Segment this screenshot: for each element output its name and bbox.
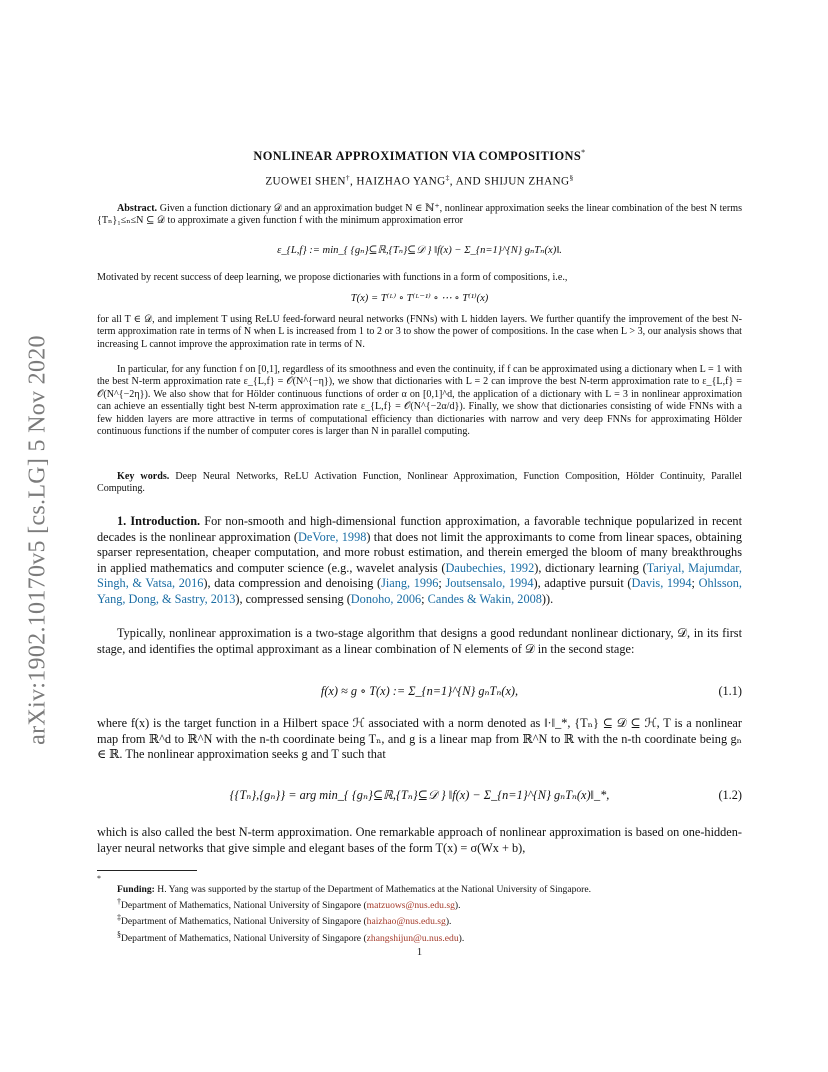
email-link[interactable]: haizhao@nus.edu.sg [366,916,446,928]
footnote-funding [97,884,742,896]
intro-paragraph-3 [97,716,742,763]
author-list: ZUOWEI SHEN†, HAIZHAO YANG‡, AND SHIJUN ZHANG§ [265,173,574,188]
footnote-star: * [97,874,101,883]
abstract-paragraph-1 [97,203,742,228]
abstract-paragraph-4 [97,364,742,438]
section-heading: 1. Introduction. [117,514,201,528]
abstract-paragraph-3 [97,314,742,351]
author-3: SHIJUN ZHANG [484,175,570,188]
email-link[interactable]: matzuows@nus.edu.sg [366,900,455,912]
intro-text-2: Typically, nonlinear approximation is a two-stage algorithm that designs a good redundant nonlinear dictionary, 𝒟, in its first stage, and identifies the optimal approximant as a linear combination of N elements of 𝒟 in the second stage: [97,626,742,656]
abstract-text-4: In particular, for any function f on [0,1], regardless of its smoothness and even the continuity, if f can be approximated using a dictionary when L = 1 with the best N-term approximation rate ε_{L,f} = 𝒪(N^{−η}), we show that dictionaries with L = 2 can improve the best N-term approximation rate to ε_{L,f} = 𝒪(N^{−2η}). We also show that for Hölder continuous functions of order α on [0,1]^d, the application of a dictionary with L = 3 in nonlinear approximation can achieve an essentially tight best N-term approximation rate ε_{L,f} = 𝒪(N^{−2α/d}). Finally, we show that dictionaries consisting of wide FNNs with a few hidden layers are more attractive in terms of computational efficiency than dictionaries with narrow and very deep FNNs for approximating Hölder continuous functions if the number of computer cores is larger than N in parallel computing. [97,364,742,438]
abstract-paragraph-2 [97,272,742,284]
intro-text: ), data compression and denoising ( [203,576,382,591]
keywords [97,471,742,496]
intro-text: )). [541,591,554,606]
keywords-text: Deep Neural Networks, ReLU Activation Function, Nonlinear Approximation, Function Composition, Hölder Continuity, Parallel Computing. [97,471,742,495]
footnote-close: ). [454,900,461,912]
author-1: ZUOWEI SHEN [265,175,346,188]
keywords-label: Key words. [117,471,170,482]
intro-text-3: where f(x) is the target function in a Hilbert space ℋ associated with a norm denoted as ‖·‖_*, {Tₙ} ⊆ 𝒟 ⊆ ℋ, T is a nonlinear map from ℝ^d to ℝ^N with the n-th coordinate being Tₙ, and g is a linear map from ℝ^N to ℝ with the n-th coordinate being gₙ ∈ ℝ. The nonlinear approximation seeks g and T such that [97,716,742,762]
footnote-mark: † [117,897,121,907]
footnote-text: Department of Mathematics, National University of Singapore ( [121,916,367,928]
author-3-mark: § [569,173,574,182]
citation-link[interactable]: Davis, 1994 [631,576,692,591]
abstract-equation-1 [97,244,742,257]
abstract-label: Abstract. [117,203,158,214]
equation-composition: T(x) = T⁽ᴸ⁾ ∘ T⁽ᴸ⁻¹⁾ ∘ ⋯ ∘ T⁽¹⁾(x) [350,293,489,304]
email-link[interactable]: zhangshijun@u.nus.edu [366,932,459,944]
citation-link[interactable]: Ohlsson, Yang, Dong, & Sastry, 2013 [97,576,742,606]
intro-paragraph-1: 1. Introduction. For non-smooth and high-dimensional function approximation, a favorable technique popularized in recent decades is the nonlinear approximation (DeVore, 1998) that does not limit the approximants to come from linear spaces, obtaining sparser representation, cheaper computation, and more robust estimation, and therein emerged the bloom of many breakthroughs in applied mathematics and computer science (e.g., wavelet analysis (Daubechies, 1992), dictionary learning (Tariyal, Majumdar, Singh, & Vatsa, 2016), data compression and denoising (Jiang, 1996; Joutsensalo, 1994), adaptive pursuit (Davis, 1994; Ohlsson, Yang, Dong, & Sastry, 2013), compressed sensing (Donoho, 2006; Candes & Wakin, 2008)). [97,514,743,606]
equation-1-2 [97,788,742,803]
arxiv-identifier: arXiv:1902.10170v5 [cs.LG] 5 Nov 2020 [24,335,51,745]
intro-text-4: which is also called the best N-term approximation. One remarkable approach of nonlinear approximation is based on one-hidden-layer neural networks that give simple and elegant bases of the form T(x) = σ(Wx + b), [97,825,742,855]
equation-best-n-term: {{Tₙ},{gₙ}} = arg min_{ {gₙ}⊆ℝ,{Tₙ}⊆𝒟 } ‖f(x) − Σ_{n=1}^{N} gₙTₙ(x)‖_*, [229,788,610,802]
abstract-text-2: Motivated by recent success of deep learning, we propose dictionaries with functions in a form of compositions, i.e., [97,272,568,283]
intro-text: For non-smooth and high-dimensional function approximation, a favorable technique popularized in recent decades is the nonlinear approximation ( [97,514,743,544]
intro-text: ) that does not limit the approximants to come from linear spaces, obtaining sparser representation, cheaper computation, and more robust estimation, and therein emerged the bloom of many breakthroughs in applied mathematics and computer science (e.g., wavelet analysis ( [97,529,743,575]
author-separator: , AND [449,175,485,188]
citation-link[interactable]: Daubechies, 1992 [445,560,535,575]
footnote-close: ). [458,932,465,944]
citation-link[interactable]: Tariyal, Majumdar, Singh, & Vatsa, 2016 [97,560,742,591]
abstract-text-1: Given a function dictionary 𝒟 and an approximation budget N ∈ ℕ⁺, nonlinear approximation seeks the linear combination of the best N terms {Tₙ}₁≤ₙ≤N ⊆ 𝒟 to approximate a given function f with the minimum approximation error [97,203,742,227]
page-number: 1 [416,947,423,958]
equation-number: (1.2) [718,788,742,802]
intro-text: ), dictionary learning ( [534,560,647,575]
abstract-equation-2 [97,292,742,304]
equation-approximant: f(x) ≈ g ∘ T(x) := Σ_{n=1}^{N} gₙTₙ(x), [320,684,519,698]
citation-link[interactable]: Candes & Wakin, 2008 [427,591,542,606]
intro-text: ), compressed sensing ( [235,591,351,606]
funding-text: H. Yang was supported by the startup of the Department of Mathematics at the National University of Singapore. [157,884,592,895]
footnote-close: ). [445,916,452,928]
footnote-text: Department of Mathematics, National University of Singapore ( [121,932,367,944]
citation-link[interactable]: Jiang, 1996 [381,576,439,591]
footnote-author-1 [97,896,742,912]
equation-1-1 [97,684,742,699]
footnote-rule [97,870,197,871]
footnote-mark: § [117,929,121,939]
footnotes [97,874,742,945]
footnote-author-2 [97,912,742,928]
author-1-mark: † [345,173,351,182]
equation-error-definition: ε_{L,f} := min_{ {gₙ}⊆ℝ,{Tₙ}⊆𝒟 } ‖f(x) − Σ_{n=1}^{N} gₙTₙ(x)‖. [277,245,562,256]
intro-paragraph-4 [97,825,742,856]
title-footnote-mark: * [581,148,586,157]
paper-title [97,148,742,164]
intro-text: ), adaptive pursuit ( [533,576,632,591]
citation-link[interactable]: DeVore, 1998 [298,529,367,544]
footnote-mark: ‡ [117,913,121,923]
footnote-text: Department of Mathematics, National University of Singapore ( [121,900,367,912]
citation-link[interactable]: Donoho, 2006 [350,591,422,606]
citation-link[interactable]: Joutsensalo, 1994 [445,576,534,591]
abstract-text-3: for all T ∈ 𝒟, and implement T using ReLU feed-forward neural networks (FNNs) with L hidden layers. We further quantify the improvement of the best N-term approximation rate in terms of N when L is increased from 1 to 2 or 3 to show the power of compositions. In the case when L > 3, our analysis shows that increasing L cannot improve the approximation rate in terms of N. [97,314,742,350]
equation-number: (1.1) [718,684,742,698]
author-2-mark: ‡ [445,173,450,182]
author-2: HAIZHAO YANG [356,175,446,188]
intro-paragraph-2 [97,626,742,657]
funding-label: Funding: [117,884,155,895]
footnote-author-3 [97,929,742,945]
title-text: NONLINEAR APPROXIMATION VIA COMPOSITIONS [253,149,582,164]
